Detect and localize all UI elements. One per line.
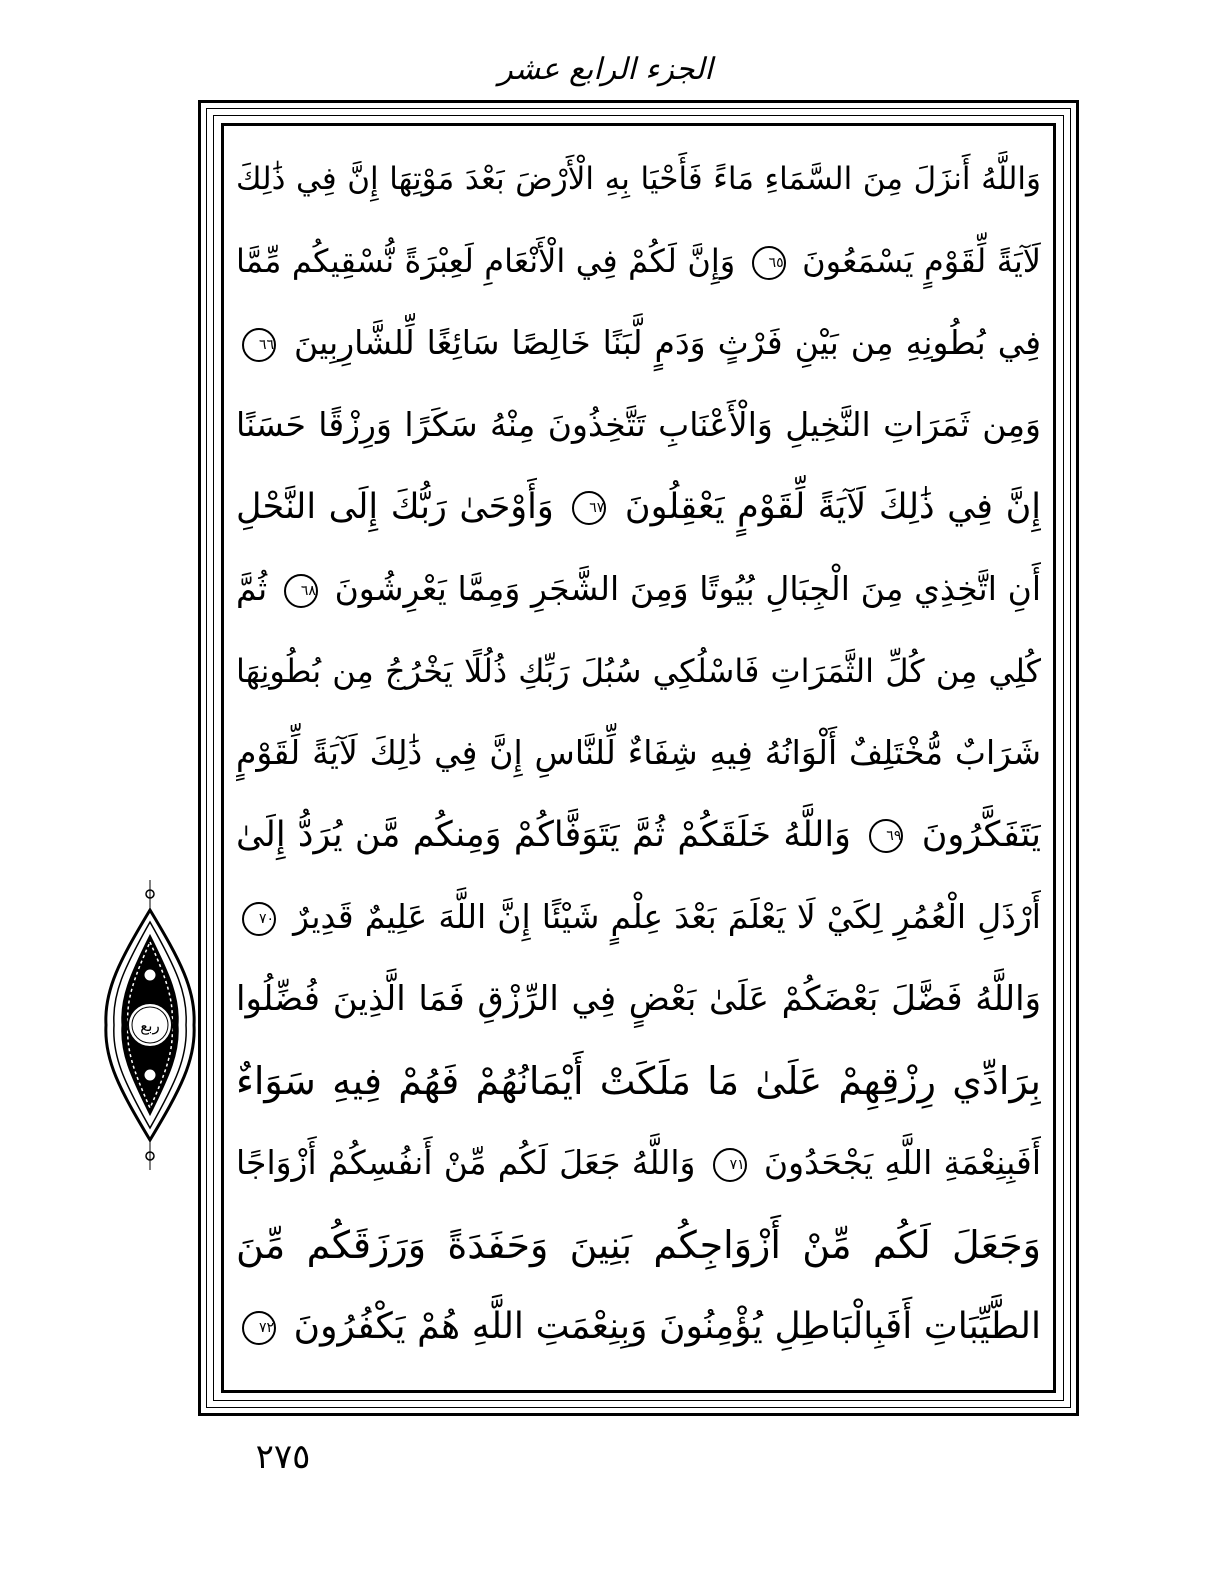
verse-line: [236, 548, 1041, 630]
verse-text: أَرْذَلِ الْعُمُرِ لِكَيْ لَا يَعْلَمَ بَعْدَ عِلْمٍ شَيْئًا إِنَّ اللَّهَ عَلِيمٌ قَدِيرٌ: [293, 897, 1041, 936]
verse-text: شَرَابٌ مُّخْتَلِفٌ أَلْوَانُهُ فِيهِ شِفَاءٌ لِّلنَّاسِ إِنَّ فِي ذَٰلِكَ لَآيَةً لِّقَوْمٍ: [236, 733, 1041, 772]
quran-text-area: [236, 138, 1041, 1378]
verse-text: أَفَبِنِعْمَةِ اللَّهِ يَجْحَدُونَ: [763, 1143, 1041, 1182]
verse-text: وَاللَّهُ أَنزَلَ مِنَ السَّمَاءِ مَاءً فَأَحْيَا بِهِ الْأَرْضَ بَعْدَ مَوْتِهَا إِنَّ فِي ذَٰلِكَ: [236, 161, 1041, 197]
verse-line: [236, 958, 1041, 1040]
ayah-number-marker: ٦٦: [242, 328, 276, 362]
hizb-quarter-ornament: [104, 880, 196, 1170]
page-number: ٢٧٥: [255, 1437, 311, 1477]
ayah-number-marker: ٧٠: [242, 902, 276, 936]
verse-text: ثُمَّ: [236, 569, 268, 608]
verse-text: فِي بُطُونِهِ مِن بَيْنِ فَرْثٍ وَدَمٍ لَّبَنًا خَالِصًا سَائِغًا لِّلشَّارِبِينَ: [293, 323, 1041, 362]
verse-line: [236, 220, 1041, 302]
ayah-number-marker: ٧٢: [242, 1311, 276, 1345]
verse-text: بِرَادِّي رِزْقِهِمْ عَلَىٰ مَا مَلَكَتْ أَيْمَانُهُمْ فَهُمْ فِيهِ سَوَاءٌ: [236, 1059, 1041, 1103]
verse-line: [236, 630, 1041, 712]
verse-line: [236, 466, 1041, 548]
verse-text: لَآيَةً لِّقَوْمٍ يَسْمَعُونَ: [802, 242, 1041, 280]
verse-text: وَإِنَّ لَكُمْ فِي الْأَنْعَامِ لَعِبْرَةً نُّسْقِيكُم مِّمَّا: [236, 242, 736, 280]
verse-line: [236, 1122, 1041, 1204]
verse-text: وَأَوْحَىٰ رَبُّكَ إِلَى النَّحْلِ: [236, 487, 554, 527]
verse-text: وَجَعَلَ لَكُم مِّنْ أَزْوَاجِكُم بَنِينَ وَحَفَدَةً وَرَزَقَكُم مِّنَ: [236, 1223, 1041, 1267]
verse-text: كُلِي مِن كُلِّ الثَّمَرَاتِ فَاسْلُكِي سُبُلَ رَبِّكِ ذُلُلًا يَخْرُجُ مِن بُطُونِهَا: [236, 652, 1041, 690]
verse-text: وَمِن ثَمَرَاتِ النَّخِيلِ وَالْأَعْنَابِ تَتَّخِذُونَ مِنْهُ سَكَرًا وَرِزْقًا حَسَنًا: [236, 405, 1041, 444]
ayah-number-marker: ٦٨: [284, 574, 318, 608]
verse-line: [236, 794, 1041, 876]
verse-text: إِنَّ فِي ذَٰلِكَ لَآيَةً لِّقَوْمٍ يَعْقِلُونَ: [624, 487, 1041, 527]
verse-text: الطَّيِّبَاتِ أَفَبِالْبَاطِلِ يُؤْمِنُونَ وَبِنِعْمَتِ اللَّهِ هُمْ يَكْفُرُونَ: [293, 1306, 1041, 1347]
ayah-number-marker: ٦٩: [869, 819, 903, 853]
verse-line: [236, 876, 1041, 958]
verse-line: [236, 1040, 1041, 1122]
verse-line: [236, 1204, 1041, 1286]
verse-text: وَاللَّهُ فَضَّلَ بَعْضَكُمْ عَلَىٰ بَعْضٍ فِي الرِّزْقِ فَمَا الَّذِينَ فُضِّلُوا: [236, 979, 1041, 1019]
verse-text: وَاللَّهُ خَلَقَكُمْ ثُمَّ يَتَوَفَّاكُمْ وَمِنكُم مَّن يُرَدُّ إِلَىٰ: [236, 815, 851, 855]
ayah-number-marker: ٦٧: [572, 491, 606, 525]
hizb-ornament-label: ربع: [140, 1017, 160, 1035]
verse-line: [236, 1286, 1041, 1368]
juz-title: الجزء الرابع عشر: [498, 52, 713, 87]
verse-text: يَتَفَكَّرُونَ: [921, 815, 1041, 855]
verse-line: [236, 384, 1041, 466]
verse-line: [236, 302, 1041, 384]
ayah-number-marker: ٧١: [713, 1148, 747, 1182]
hizb-ornament-icon: [104, 880, 196, 1170]
verse-line: [236, 138, 1041, 220]
ayah-number-marker: ٦٥: [752, 246, 786, 280]
verse-text: وَاللَّهُ جَعَلَ لَكُم مِّنْ أَنفُسِكُمْ أَزْوَاجًا: [236, 1143, 696, 1182]
verse-text: أَنِ اتَّخِذِي مِنَ الْجِبَالِ بُيُوتًا وَمِنَ الشَّجَرِ وَمِمَّا يَعْرِشُونَ: [334, 569, 1041, 608]
verse-line: [236, 712, 1041, 794]
